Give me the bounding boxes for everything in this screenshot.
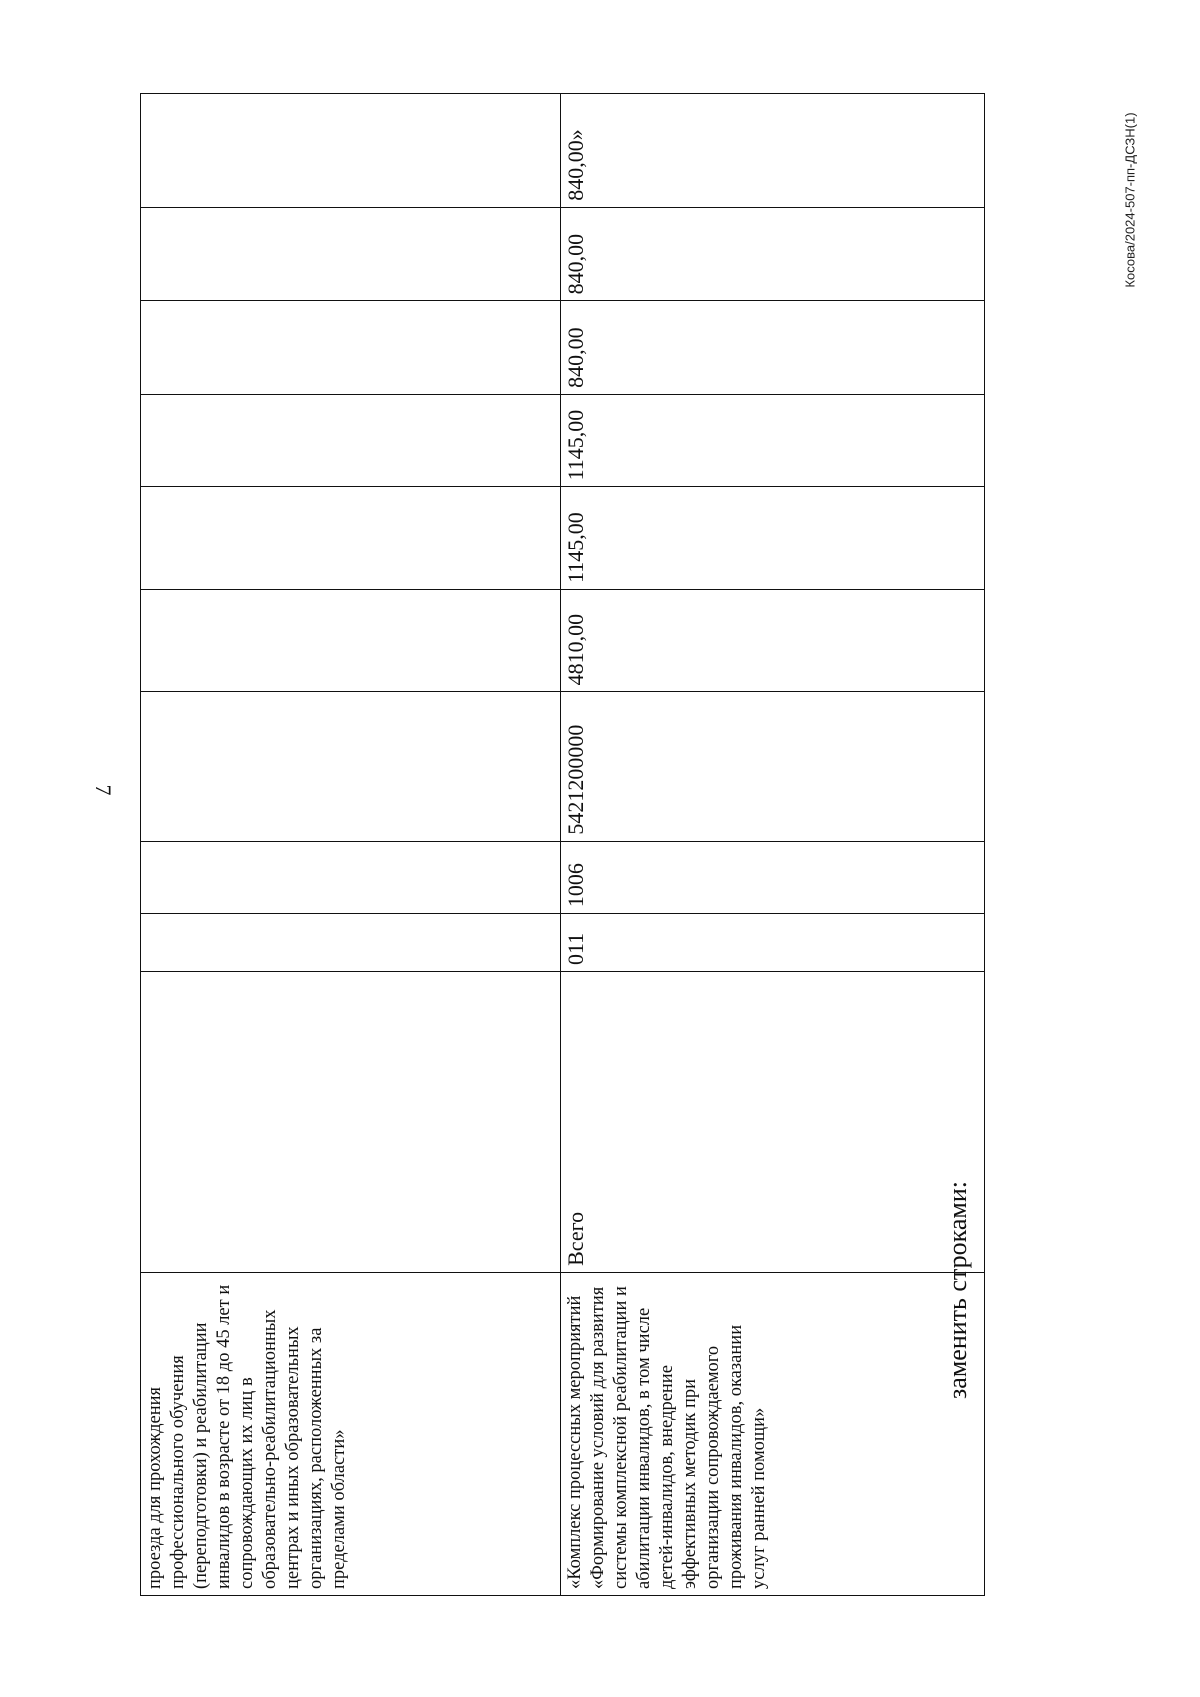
cell-year-5: 840,00» bbox=[561, 94, 985, 208]
document-code: Косова/2024-507-пп-ДСЗН(1) bbox=[1122, 112, 1138, 288]
cell-total bbox=[141, 589, 561, 692]
cell-grbs: 011 bbox=[561, 914, 985, 972]
budget-table bbox=[140, 93, 985, 1596]
cell-grbs bbox=[141, 914, 561, 972]
cell-target-article: 5421200000 bbox=[561, 692, 985, 841]
replace-with-rows-text: заменить строками: bbox=[943, 1181, 972, 1399]
cell-year-4 bbox=[141, 207, 561, 301]
cell-source bbox=[141, 972, 561, 1273]
row-description: «Комплекс процессных мероприятий «Формирование условий для развития системы комплексной реабилитации и абилитации инвалидов, в том числе детей-инвалидов, внедрение эффективных методик при организации сопровождаемого проживания инвалидов, оказании услуг ранней помощи» bbox=[561, 1272, 985, 1595]
cell-year-5 bbox=[141, 94, 561, 208]
cell-total: 4810,00 bbox=[561, 589, 985, 692]
cell-year-1 bbox=[141, 487, 561, 590]
row-description: проезда для прохождения профессионального обучения (переподготовки) и реабилитации инвалидов в возрасте от 18 до 45 лет и сопровождающих их лиц в образовательно-реабилитационных центрах и иных образовательных организациях, расположенных за пределами области» bbox=[141, 1272, 561, 1595]
cell-year-4: 840,00 bbox=[561, 207, 985, 301]
cell-section: 1006 bbox=[561, 841, 985, 913]
cell-year-2 bbox=[141, 394, 561, 486]
cell-year-2: 1145,00 bbox=[561, 394, 985, 486]
table-row bbox=[561, 94, 985, 1596]
table-row bbox=[141, 94, 561, 1596]
cell-year-3: 840,00 bbox=[561, 301, 985, 395]
cell-target-article bbox=[141, 692, 561, 841]
cell-section bbox=[141, 841, 561, 913]
cell-year-1: 1145,00 bbox=[561, 487, 985, 590]
page-number: 7 bbox=[91, 784, 116, 796]
cell-year-3 bbox=[141, 301, 561, 395]
cell-source: Всего bbox=[561, 972, 985, 1273]
rotated-table-container bbox=[140, 93, 984, 1596]
